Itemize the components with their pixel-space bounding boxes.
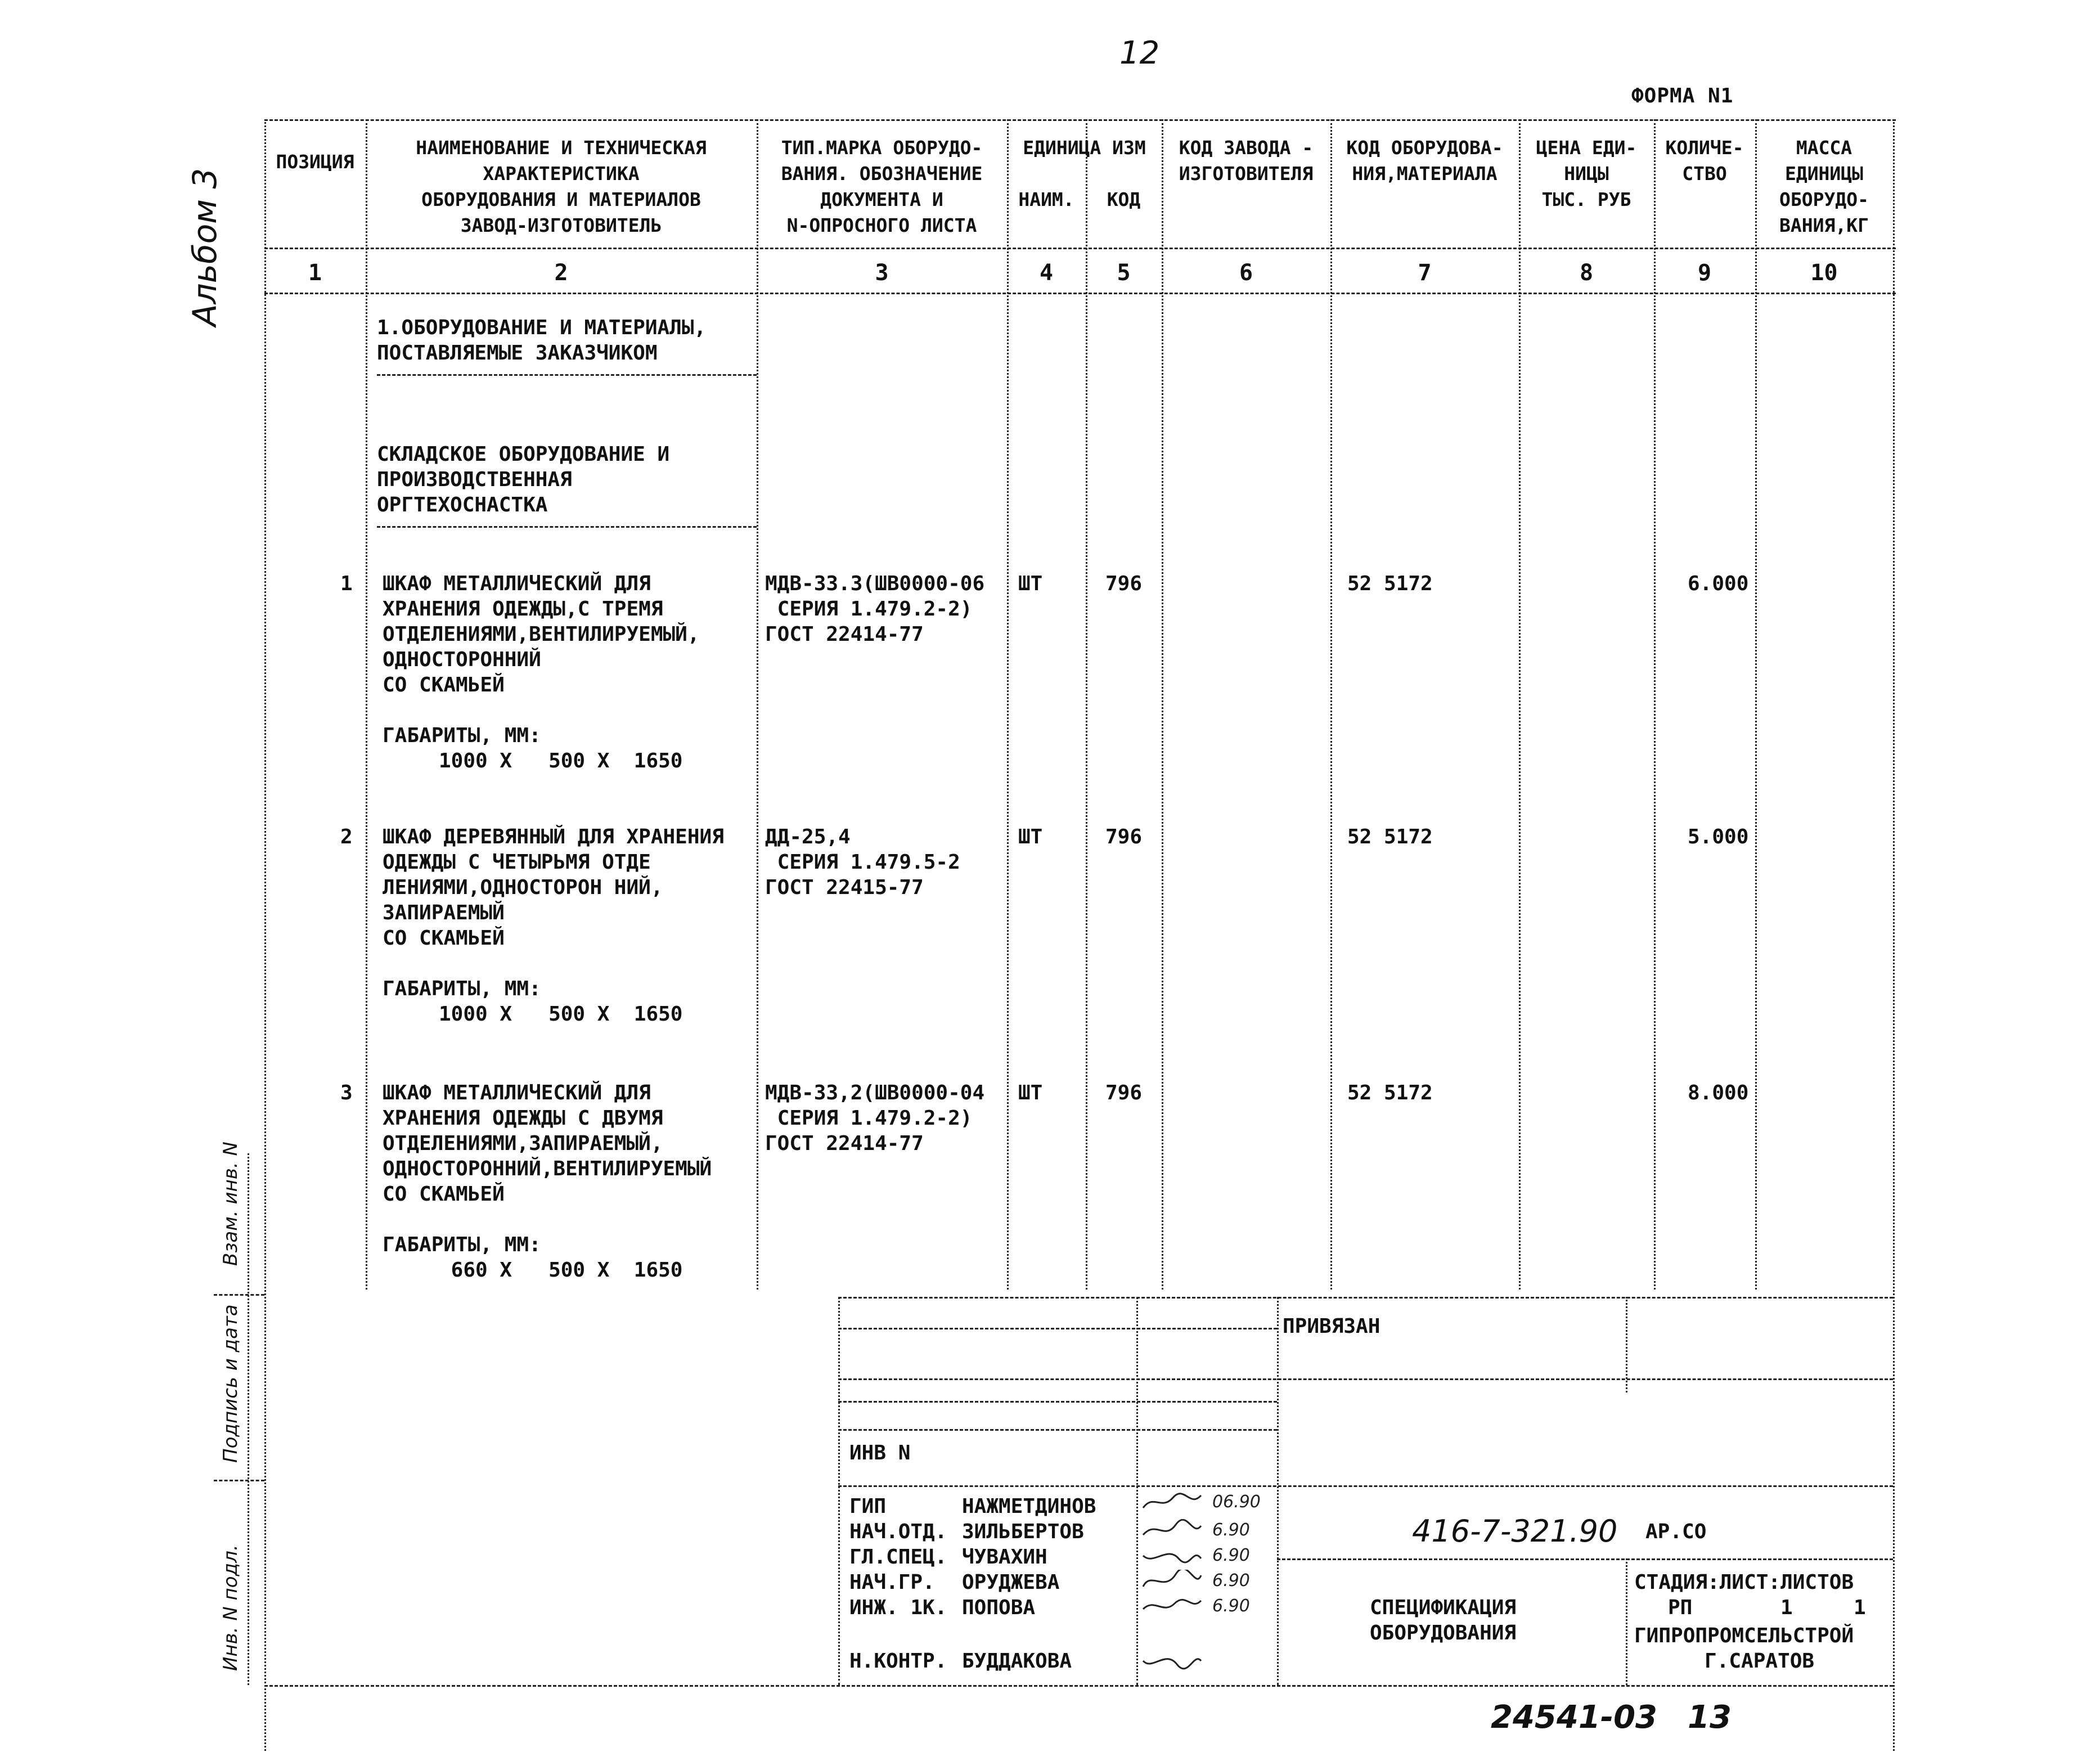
stamp-tied: ПРИВЯЗАН (1283, 1315, 1380, 1338)
header-unit-group: ЕДИНИЦА ИЗМ (1023, 137, 1146, 159)
item-1-pos: 1 (340, 572, 353, 595)
signature-4 (1142, 1570, 1204, 1597)
stamp-doc-code: 416-7-321.90 (1412, 1513, 1618, 1549)
header-col-2: НАИМЕНОВАНИЕ И ТЕХНИЧЕСКАЯ ХАРАКТЕРИСТИКА ОБОРУДОВАНИЯ И МАТЕРИАЛОВ ЗАВОД-ИЗГОТОВИТЕЛЬ (416, 137, 707, 236)
colnum-9: 9 (1697, 260, 1712, 286)
stamp-stage-header: СТАДИЯ:ЛИСТ:ЛИСТОВ (1634, 1571, 1854, 1594)
stamp-name-5: ПОПОВА (962, 1596, 1036, 1619)
stamp-date-3: 6.90 (1212, 1546, 1250, 1565)
colnum-6: 6 (1239, 260, 1253, 286)
item-1-type: МДВ-33.3(ШВ0000-06 СЕРИЯ 1.479.2-2) ГОСТ 22414-77 (765, 572, 985, 646)
item-2-unit: ШТ (1018, 825, 1043, 848)
item-1-equip-code: 52 5172 (1347, 572, 1433, 595)
item-2-dims-label: ГАБАРИТЫ, ММ: (383, 977, 541, 1000)
header-col-5: КОД (1107, 188, 1141, 210)
header-col-6: КОД ЗАВОДА - ИЗГОТОВИТЕЛЯ (1179, 137, 1314, 185)
header-col-4: НАИМ. (1018, 188, 1074, 210)
item-1-unit: ШТ (1018, 572, 1043, 595)
stamp-name-2: ЗИЛЬБЕРТОВ (962, 1520, 1084, 1543)
item-3-code: 796 (1105, 1081, 1143, 1104)
form-label: ФОРМА N1 (1631, 84, 1734, 107)
colnum-7: 7 (1418, 260, 1432, 286)
item-1-qty: 6.000 (1688, 572, 1749, 595)
stamp-role-4: НАЧ.ГР. (849, 1571, 935, 1594)
colnum-8: 8 (1579, 260, 1594, 286)
header-col-3: ТИП.МАРКА ОБОРУДО- ВАНИЯ. ОБОЗНАЧЕНИЕ ДОКУМЕНТА И N-ОПРОСНОГО ЛИСТА (781, 137, 983, 236)
header-col-8: ЦЕНА ЕДИ- НИЦЫ ТЫС. РУБ (1536, 137, 1637, 210)
item-2-code: 796 (1105, 825, 1143, 848)
stamp-inv: ИНВ N (849, 1441, 911, 1464)
stamp-role-6: Н.КОНТР. (849, 1650, 947, 1673)
colnum-2: 2 (554, 260, 568, 286)
header-col-9: КОЛИЧЕ- СТВО (1665, 137, 1744, 185)
stamp-name-4: ОРУДЖЕВА (962, 1571, 1060, 1594)
item-2-type: ДД-25,4 СЕРИЯ 1.479.5-2 ГОСТ 22415-77 (765, 825, 960, 899)
item-2-pos: 2 (340, 825, 353, 848)
signature-3 (1142, 1544, 1204, 1571)
section-2-title: СКЛАДСКОЕ ОБОРУДОВАНИЕ И ПРОИЗВОДСТВЕННАЯ ОРГТЕХОСНАСТКА (377, 443, 670, 516)
item-3-dims: 660 X 500 X 1650 (439, 1259, 683, 1282)
item-3-dims-label: ГАБАРИТЫ, ММ: (383, 1233, 541, 1256)
item-1-dims: 1000 X 500 X 1650 (439, 749, 683, 772)
side-label-replacement-inv: Взам. инв. N (219, 1142, 242, 1266)
stamp-sheet: 1 (1780, 1596, 1793, 1619)
item-3-name: ШКАФ МЕТАЛЛИЧЕСКИЙ ДЛЯ ХРАНЕНИЯ ОДЕЖДЫ С ДВУМЯ ОТДЕЛЕНИЯМИ,ЗАПИРАЕМЫЙ, ОДНОСТОРОННИЙ,ВЕНТИЛИРУЕМЫЙ СО СКАМЬЕЙ (383, 1081, 712, 1206)
item-2-name: ШКАФ ДЕРЕВЯННЫЙ ДЛЯ ХРАНЕНИЯ ОДЕЖДЫ С ЧЕТЫРЬМЯ ОТДЕ ЛЕНИЯМИ,ОДНОСТОРОН НИЙ, ЗАПИРАЕМЫЙ СО СКАМЬЕЙ (383, 825, 724, 950)
section-1-title: 1.ОБОРУДОВАНИЕ И МАТЕРИАЛЫ, ПОСТАВЛЯЕМЫЕ ЗАКАЗЧИКОМ (377, 316, 707, 365)
item-3-pos: 3 (340, 1081, 353, 1104)
stamp-org: ГИПРОПРОМСЕЛЬСТРОЙ (1634, 1624, 1854, 1647)
album-label: Альбом 3 (186, 168, 224, 326)
signature-2 (1142, 1519, 1204, 1546)
item-3-qty: 8.000 (1688, 1081, 1749, 1104)
colnum-10: 10 (1810, 260, 1838, 286)
item-3-unit: ШТ (1018, 1081, 1043, 1104)
colnum-4: 4 (1039, 260, 1054, 286)
side-label-signature-date: Подпись и дата (219, 1304, 242, 1463)
item-1-dims-label: ГАБАРИТЫ, ММ: (383, 724, 541, 747)
header-col-7: КОД ОБОРУДОВА- НИЯ,МАТЕРИАЛА (1346, 137, 1503, 185)
stamp-role-5: ИНЖ. 1К. (849, 1596, 947, 1619)
side-label-inv-orig: Инв. N подл. (219, 1544, 242, 1671)
signature-5 (1142, 1595, 1204, 1622)
stamp-name-1: НАЖМЕТДИНОВ (962, 1495, 1096, 1518)
item-3-equip-code: 52 5172 (1347, 1081, 1433, 1104)
signature-1 (1142, 1491, 1204, 1518)
stamp-city: Г.САРАТОВ (1705, 1650, 1815, 1673)
page-number: 12 (1119, 35, 1160, 71)
stamp-title: СПЕЦИФИКАЦИЯ ОБОРУДОВАНИЯ (1370, 1596, 1517, 1645)
stamp-date-4: 6.90 (1212, 1571, 1250, 1591)
colnum-3: 3 (875, 260, 889, 286)
item-3-type: МДВ-33,2(ШВ0000-04 СЕРИЯ 1.479.2-2) ГОСТ 22414-77 (765, 1081, 985, 1155)
stamp-doc-suffix: АР.СО (1645, 1520, 1707, 1543)
stamp-role-2: НАЧ.ОТД. (849, 1520, 947, 1543)
stamp-date-5: 6.90 (1212, 1596, 1250, 1616)
stamp-sheets: 1 (1854, 1596, 1866, 1619)
item-2-qty: 5.000 (1688, 825, 1749, 848)
item-1-name: ШКАФ МЕТАЛЛИЧЕСКИЙ ДЛЯ ХРАНЕНИЯ ОДЕЖДЫ,С ТРЕМЯ ОТДЕЛЕНИЯМИ,ВЕНТИЛИРУЕМЫЙ, ОДНОСТОРОННИЙ СО СКАМЬЕЙ (383, 572, 700, 697)
footer-page: 13 (1688, 1699, 1732, 1736)
stamp-name-6: БУДДАКОВА (962, 1650, 1072, 1673)
stamp-name-3: ЧУВАХИН (962, 1546, 1047, 1569)
header-col-1: ПОЗИЦИЯ (276, 151, 354, 173)
stamp-date-2: 6.90 (1212, 1520, 1250, 1540)
item-2-equip-code: 52 5172 (1347, 825, 1433, 848)
footer-code: 24541-03 (1491, 1699, 1657, 1736)
signature-6 (1142, 1648, 1204, 1675)
stamp-date-1: 06.90 (1212, 1492, 1261, 1512)
stamp-role-1: ГИП (849, 1495, 887, 1518)
colnum-1: 1 (308, 260, 322, 286)
item-2-dims: 1000 X 500 X 1650 (439, 1003, 683, 1026)
header-col-10: МАССА ЕДИНИЦЫ ОБОРУДО- ВАНИЯ,КГ (1779, 137, 1869, 236)
stamp-stage: РП (1668, 1596, 1693, 1619)
colnum-5: 5 (1117, 260, 1131, 286)
item-1-code: 796 (1105, 572, 1143, 595)
stamp-role-3: ГЛ.СПЕЦ. (849, 1546, 947, 1569)
